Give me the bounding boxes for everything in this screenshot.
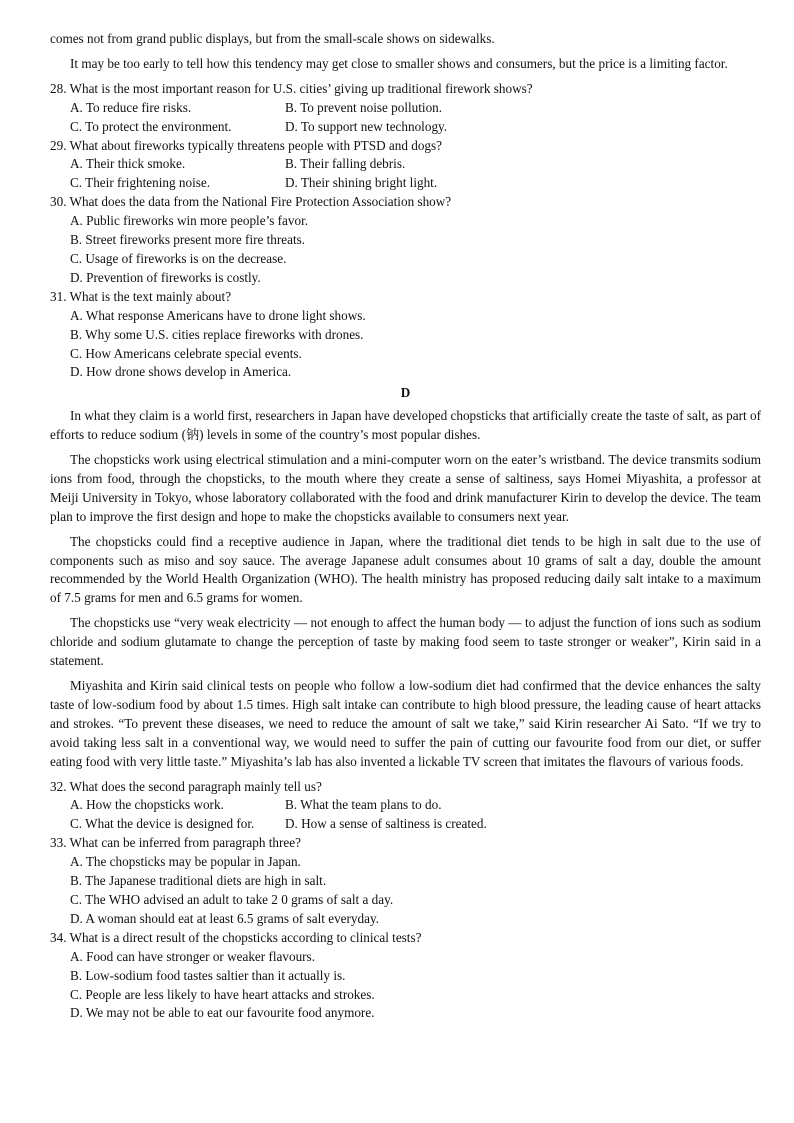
- option-a: A. The chopsticks may be popular in Japan.: [70, 854, 301, 870]
- question-32: [50, 778, 761, 835]
- passage-c-tail: comes not from grand public displays, but from the small-scale shows on sidewalks.: [50, 31, 495, 46]
- option-d: D. A woman should eat at least 6.5 grams of salt everyday.: [70, 910, 379, 926]
- option-c: C. The WHO advised an adult to take 2 0 grams of salt a day.: [70, 891, 394, 907]
- passage-d-paragraph-4: The chopsticks use “very weak electricity — not enough to affect the human body — to adjust the function of ions such as sodium chloride and sodium glutamate to change the perception of taste by making food seem to taste stronger or weaker”, Kirin said in a statement.: [50, 615, 761, 669]
- question-stem: 34. What is a direct result of the chopsticks according to clinical tests?: [50, 929, 422, 945]
- option-a: A. Food can have stronger or weaker flavours.: [70, 948, 315, 964]
- passage-d-paragraph-1: In what they claim is a world first, researchers in Japan have developed chopsticks that artificially create the taste of salt, as part of efforts to reduce sodium (钠) levels in some of the country’s most popular dishes.: [50, 408, 761, 443]
- option-c: C. To protect the environment.: [70, 118, 232, 134]
- passage-c-last-paragraph: It may be too early to tell how this tendency may get close to smaller shows and consumers, but the price is a limiting factor.: [70, 55, 728, 71]
- option-a: A. Public fireworks win more people’s favor.: [70, 213, 309, 229]
- option-d: D. To support new technology.: [285, 118, 448, 134]
- question-29: [50, 137, 761, 194]
- option-a: A. To reduce fire risks.: [70, 99, 192, 115]
- option-a: A. Their thick smoke.: [70, 156, 186, 172]
- option-d: D. How a sense of saltiness is created.: [285, 816, 487, 832]
- question-stem: 32. What does the second paragraph mainly tell us?: [50, 778, 322, 794]
- option-c: C. People are less likely to have heart attacks and strokes.: [70, 986, 375, 1002]
- option-c: C. Their frightening noise.: [70, 175, 211, 191]
- passage-d-paragraph-5: Miyashita and Kirin said clinical tests on people who follow a low-sodium diet had confirmed that the device enhances the salty taste of low-sodium food by about 1.5 times. High salt intake can contribute to high blood pressure, the leading cause of heart attacks and strokes. “To prevent these diseases, we need to reduce the amount of salt we take,” said Kirin researcher Ai Sato. “If we try to avoid taking less salt in a conventional way, we would need to suffer the pain of cutting our favourite food from our diet, or suffer eating food with very little taste.” Miyashita’s lab has also invented a lickable TV screen that imitates the flavours of various foods.: [50, 678, 761, 769]
- option-d: D. Prevention of fireworks is costly.: [70, 269, 261, 285]
- option-d: D. How drone shows develop in America.: [70, 364, 292, 380]
- option-c: C. Usage of fireworks is on the decrease.: [70, 250, 287, 266]
- question-30: [50, 193, 761, 288]
- question-stem: 31. What is the text mainly about?: [50, 288, 232, 304]
- question-33: [50, 834, 761, 929]
- option-d: D. Their shining bright light.: [285, 175, 438, 191]
- question-34: [50, 929, 761, 1024]
- passage-d-paragraph-3: The chopsticks could find a receptive audience in Japan, where the traditional diet tends to be high in salt due to the use of components such as miso and soy sauce. The average Japanese adult consumes about 10 grams of salt a day, double the amount recommended by the World Health Organization (WHO). The health ministry has proposed reducing daily salt intake to a maximum of 7.5 grams for men and 6.5 grams for women.: [50, 533, 761, 606]
- question-31: [50, 288, 761, 383]
- option-b: B. Street fireworks present more fire threats.: [70, 232, 306, 248]
- option-c: C. How Americans celebrate special events.: [70, 345, 302, 361]
- document-page: [50, 30, 761, 1023]
- option-c: C. What the device is designed for.: [70, 816, 255, 832]
- option-b: B. To prevent noise pollution.: [285, 99, 443, 115]
- option-b: B. The Japanese traditional diets are high in salt.: [70, 873, 327, 889]
- question-stem: 33. What can be inferred from paragraph three?: [50, 835, 301, 851]
- option-d: D. We may not be able to eat our favourite food anymore.: [70, 1005, 375, 1021]
- option-a: A. What response Americans have to drone light shows.: [70, 307, 366, 323]
- passage-d-paragraph-2: The chopsticks work using electrical stimulation and a mini-computer worn on the eater’s wristband. The device transmits sodium ions from food, through the chopsticks, to the mouth where they create a sense of saltiness, says Homei Miyashita, a professor at Meiji University in Tokyo, whose laboratory collaborated with the food and drink manufacturer Kirin to develop the device. The team plan to improve the first design and hope to make the chopsticks available to consumers next year.: [50, 452, 761, 524]
- question-stem: 30. What does the data from the National Fire Protection Association show?: [50, 194, 452, 210]
- option-a: A. How the chopsticks work.: [70, 797, 224, 813]
- question-stem: 28. What is the most important reason for U.S. cities’ giving up traditional firework shows?: [50, 80, 533, 96]
- option-b: B. Their falling debris.: [285, 156, 406, 172]
- option-b: B. What the team plans to do.: [285, 797, 442, 813]
- section-d-heading: D: [400, 385, 411, 401]
- question-stem: 29. What about fireworks typically threatens people with PTSD and dogs?: [50, 137, 442, 153]
- option-b: B. Low-sodium food tastes saltier than it actually is.: [70, 967, 346, 983]
- option-b: B. Why some U.S. cities replace fireworks with drones.: [70, 326, 364, 342]
- question-28: [50, 80, 761, 137]
